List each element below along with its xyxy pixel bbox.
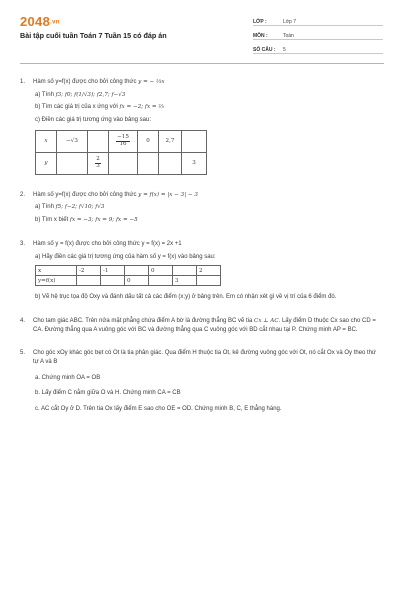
question-3: [20, 240, 380, 302]
table-cell: 3: [182, 152, 207, 174]
part-a: [35, 91, 380, 100]
part-math: fx = −3; fx = 9; fx = −5: [69, 217, 138, 224]
logo-text: 2048: [20, 14, 51, 29]
table-cell: 0: [125, 276, 149, 286]
stem-text: Hàm số y=f(x) được cho bởi công thức: [33, 79, 137, 85]
header-divider: [20, 63, 384, 64]
part-a: a. Chứng minh OA = OB: [35, 374, 101, 381]
meta-row-subject: [253, 28, 383, 40]
meta-value: 5: [283, 47, 286, 53]
table-cell: -1: [101, 266, 125, 276]
formula: y = f(x) = |x − 3| − 3: [138, 191, 198, 198]
table-cell: 3: [173, 276, 197, 286]
table-cell: x: [36, 130, 57, 152]
fraction: $\frac{-15}{16}$: [117, 133, 129, 147]
body-text: . Lấy điểm D thuộc Cx sao cho CD = CA. Đường thẳng qua A vuông góc với BC và đường thẳng qua C vuông góc với BD cắt nhau tại P. Chứng minh AP = BC.: [33, 317, 376, 333]
question-body: [33, 317, 380, 334]
question-stem: [33, 191, 380, 200]
part-b: [35, 103, 380, 112]
page-title: Bài tập cuối tuần Toán 7 Tuần 15 có đáp án: [20, 31, 167, 40]
question-2: [20, 191, 380, 225]
part-text: a) Tính: [35, 204, 54, 211]
part-b: b. Lấy điểm C nằm giữa O và H. Chứng minh CA = CB: [35, 390, 181, 397]
meta-label: SỐ CÂU :: [253, 47, 276, 53]
table-cell: [109, 152, 138, 174]
part-text: b) Tìm x biết: [35, 217, 69, 224]
question-5: [20, 349, 380, 413]
table-cell: [197, 276, 221, 286]
table-cell: [88, 152, 109, 174]
meta-label: LỚP :: [253, 19, 267, 25]
value-table: [35, 130, 207, 175]
logo-suffix: .vn: [50, 19, 60, 26]
meta-value: Toán: [283, 33, 294, 39]
table-cell: [149, 276, 173, 286]
table-cell: 2: [197, 266, 221, 276]
table-cell: [173, 266, 197, 276]
table-cell: x: [36, 266, 77, 276]
table-row: [36, 152, 207, 174]
part-a: a) Hãy điền các giá trị tương ứng của hàm số y = f(x) vào bảng sau:: [35, 253, 216, 260]
part-math: f5; f−2; f√10; f√3: [55, 204, 105, 211]
question-4: [20, 317, 380, 334]
table-cell: 2,7: [159, 130, 182, 152]
question-1: [20, 78, 380, 175]
table-cell: [159, 152, 182, 174]
question-stem: Cho góc xOy khác góc bẹt có Ot là tia phân giác. Qua điểm H thuộc tia Ot, kẻ đường vuông góc với Ot, nó cắt Ox và Oy theo thứ tự A và B: [33, 350, 377, 365]
fraction: $\frac{2}{3}$: [96, 155, 100, 169]
table-row: [36, 130, 207, 152]
body-text: Cho tam giác ABC. Trên nửa mặt phẳng chứa điểm A bờ là đường thẳng BC vẽ tia: [33, 317, 253, 324]
table-cell: [125, 266, 149, 276]
part-text: a) Tính: [35, 91, 54, 98]
question-number: 4.: [20, 317, 26, 324]
site-logo[interactable]: [20, 14, 60, 29]
table-cell: -2: [77, 266, 101, 276]
table-cell: y: [36, 152, 57, 174]
table-cell: 0: [138, 130, 159, 152]
meta-info: [253, 14, 383, 56]
part-b: [35, 216, 380, 225]
value-table: [35, 265, 221, 286]
meta-value: Lớp 7: [283, 19, 297, 25]
part-b: b) Vẽ hệ trục tọa độ Oxy và đánh dấu tất cả các điểm (x;y) ở bảng trên. Em có nhận xét gì về vị trí của 6 điểm đó.: [35, 294, 337, 301]
question-number: 5.: [20, 350, 26, 357]
part-math: f3; f0; f(1/√3); f2,7; f−√3: [55, 91, 126, 98]
table-cell: [138, 152, 159, 174]
question-number: 2.: [20, 191, 26, 198]
table-row: [36, 276, 221, 286]
part-c: c) Điền các giá trị tương ứng vào bảng sau:: [35, 117, 152, 124]
table-cell: −√3: [57, 130, 88, 152]
table-cell: y=f(x): [36, 276, 77, 286]
part-math: fx = −2; fx = ⅔: [119, 104, 164, 111]
question-stem: [33, 78, 380, 87]
meta-label: MÔN :: [253, 33, 268, 39]
table-cell: [88, 130, 109, 152]
table-cell: [57, 152, 88, 174]
part-a: [35, 203, 380, 212]
table-cell: [77, 276, 101, 286]
formula: y = − ⅓x: [138, 79, 165, 85]
part-text: b) Tìm các giá trị của x ứng với: [35, 104, 118, 111]
meta-row-class: [253, 14, 383, 26]
formula: Cx ⊥ AC: [254, 317, 279, 324]
meta-row-count: [253, 42, 383, 54]
question-stem: Hàm số y = f(x) được cho bởi công thức y = f(x) = 2x +1: [33, 240, 182, 247]
question-number: 1.: [20, 79, 26, 85]
questions: [20, 78, 380, 414]
part-c: c. AC cắt Oy ở D. Trên tia Ox lấy điểm E sao cho OE = OD. Chứng minh B, C, E thẳng hàng.: [35, 406, 282, 412]
table-cell: 0: [149, 266, 173, 276]
stem-text: Hàm số y=f(x) được cho bởi công thức: [33, 191, 137, 198]
table-cell: [101, 276, 125, 286]
table-row: [36, 266, 221, 276]
table-cell: [109, 130, 138, 152]
question-number: 3.: [20, 240, 26, 247]
table-cell: [182, 130, 207, 152]
